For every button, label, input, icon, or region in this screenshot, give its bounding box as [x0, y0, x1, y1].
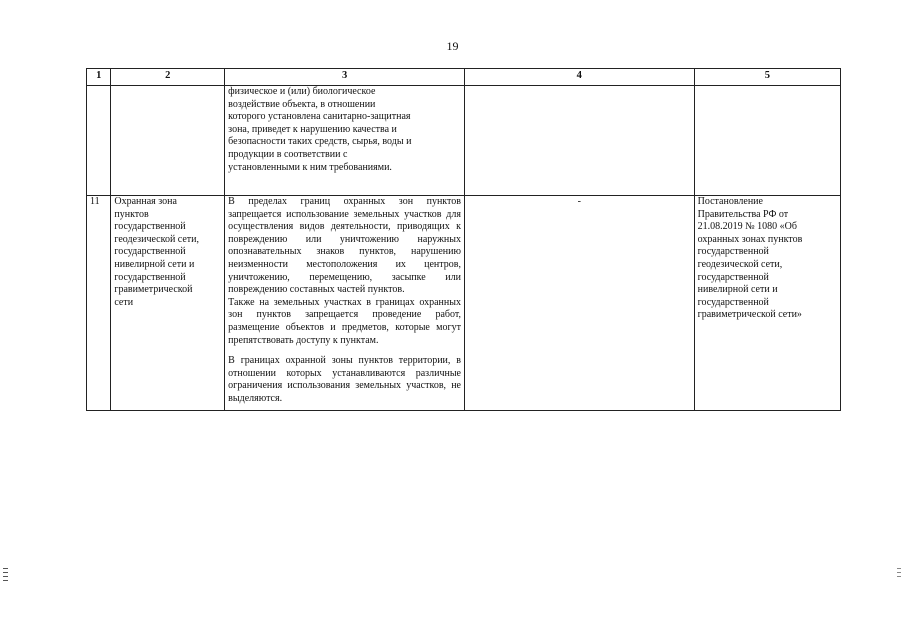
text-line: воздействие объекта, в отношении — [228, 98, 376, 110]
restriction-paragraph: В пределах границ охранных зон пунктов запрещается использование земельных участков для осуществления видов деятельности, приводящих к повреждению или уничтожению наружных опознавательных знаков пунктов, нарушению неизменности местоположения их центров, уничтожению, перемещению, засыпке или повреждению составных частей пунктов. — [228, 196, 461, 296]
text-line: Охранная зона — [114, 196, 177, 207]
text-line: гравиметрической — [114, 284, 193, 296]
text-line: геодезической сети, — [697, 258, 783, 270]
col-header-5: 5 — [694, 69, 840, 86]
text-line: геодезической сети, — [114, 233, 200, 245]
col4-cell: - — [464, 196, 694, 411]
table-row-continuation — [87, 86, 841, 196]
text-line: государственной — [697, 296, 769, 308]
zone-name-cell — [111, 196, 225, 411]
text-line: Правительства РФ от — [697, 208, 789, 220]
col-header-2: 2 — [111, 69, 225, 86]
cell-empty — [464, 86, 694, 196]
text-line: государственной — [697, 271, 769, 283]
scan-edge-mark-right — [897, 568, 901, 580]
text-line: зона, приведет к нарушению качества и — [228, 123, 397, 135]
zones-table — [86, 68, 841, 411]
text-line: нивелирной сети и — [114, 258, 195, 270]
restriction-paragraph: В границах охранной зоны пунктов территории, в отношении которых устанавливаются различные ограничения использования земельных участков, не выделяются. — [228, 355, 461, 404]
row-number: 11 — [87, 196, 111, 411]
text-line: установленными к ним требованиями. — [228, 161, 392, 173]
col-header-4: 4 — [464, 69, 694, 86]
text-line: пунктов — [114, 208, 149, 220]
cell-empty — [111, 86, 225, 196]
text-line: сети — [114, 296, 134, 308]
text-line: Постановление — [697, 196, 763, 207]
text-line: физическое и (или) биологическое — [228, 86, 376, 97]
source-cell — [694, 196, 840, 411]
cell-empty — [694, 86, 840, 196]
table-header-row — [87, 69, 841, 86]
col-header-1: 1 — [87, 69, 111, 86]
text-line: гравиметрической сети» — [697, 309, 802, 321]
scan-edge-mark-left — [3, 568, 8, 584]
restrictions-cell — [225, 196, 465, 411]
text-line: которого установлена санитарно-защитная — [228, 111, 411, 123]
text-line: безопасности таких средств, сырья, воды и — [228, 136, 412, 148]
cell-continuation-text — [225, 86, 465, 196]
page-number: 19 — [446, 39, 459, 53]
text-line: государственной — [114, 271, 186, 283]
text-line: продукции в соответствии с — [228, 148, 348, 160]
restriction-paragraph: Также на земельных участках в границах охранных зон пунктов запрещается проведение работ, размещение объектов и предметов, которые могут препятствовать доступу к пунктам. — [228, 296, 461, 346]
text-line: государственной — [697, 246, 769, 258]
text-line: государственной — [114, 246, 186, 258]
table-row-11 — [87, 196, 841, 411]
text-line: нивелирной сети и — [697, 284, 778, 296]
col-header-3: 3 — [225, 69, 465, 86]
cell-empty — [87, 86, 111, 196]
text-line: государственной — [114, 221, 186, 233]
text-line: 21.08.2019 № 1080 «Об — [697, 221, 797, 233]
text-line: охранных зонах пунктов — [697, 233, 803, 245]
